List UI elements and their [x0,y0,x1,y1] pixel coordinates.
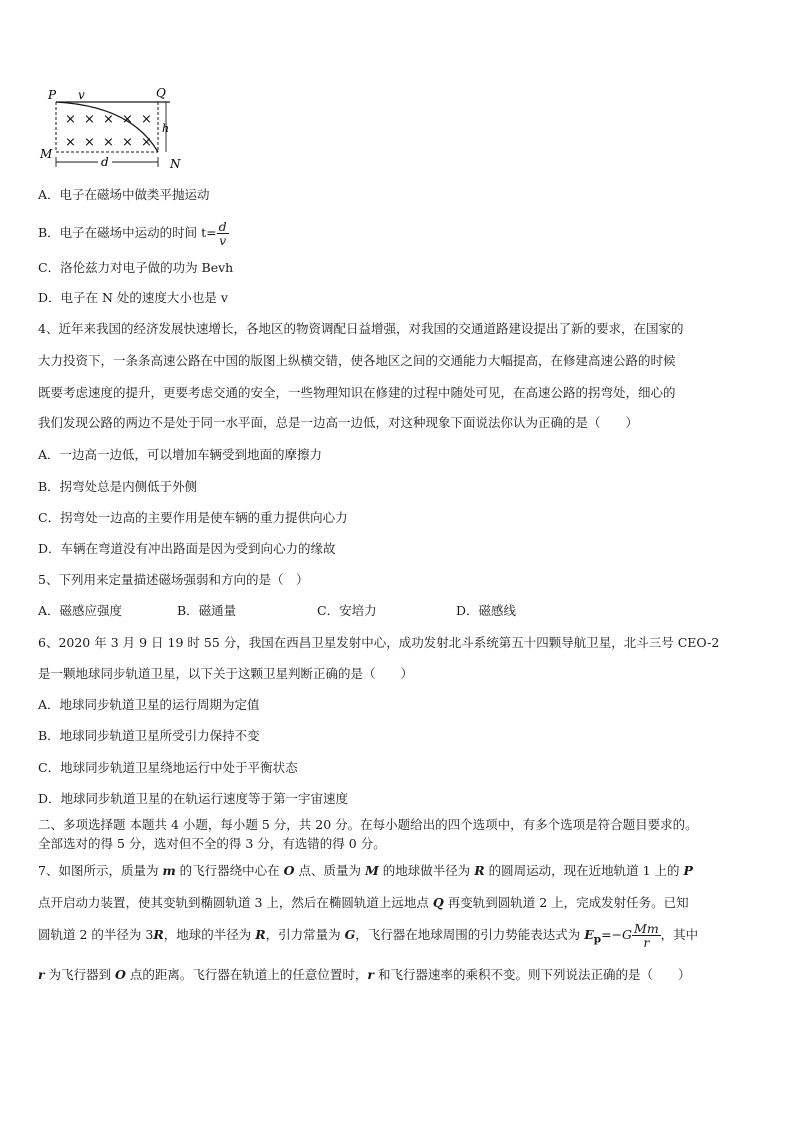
potential-energy-fraction [632,922,661,949]
q7-var-R: R [474,863,485,878]
q7-stem-line3 [38,918,698,957]
q7-var-P: P [683,863,693,878]
q4-stem-line: 大力投资下，一条条高速公路在中国的版图上纵横交错，使各地区之间的交通能力大幅提高，在修建高速公路的时候 [38,353,676,368]
q3-option-b [38,216,229,250]
q7-stem-line1 [38,862,693,880]
magnetic-field-diagram [36,82,186,174]
q7-text: ，引力常量为 [265,927,345,942]
q7-var-o: O [115,967,126,982]
q7-subscript-p: p [593,933,602,946]
fraction-denominator: v [219,233,227,248]
q7-var-G: G [622,927,633,942]
q7-var-r: r [367,967,375,982]
q7-text: 点开启动力装置，使其变轨到椭圆轨道 3 上，然后在椭圆轨道上远地点 [38,895,433,910]
q7-var-o: O [283,863,295,878]
q7-text: 和飞行器速率的乘积不变。则下列说法正确的是（ ） [374,967,691,982]
q3-option-a: A．电子在磁场中做类平抛运动 [38,187,210,202]
label-h: h [162,122,170,135]
q7-var-M: M [364,863,379,878]
fraction-numerator: Mm [634,921,659,936]
q7-text: 7、如图所示，质量为 [38,863,163,878]
q5-option-b: B．磁通量 [177,603,237,618]
q4-stem-line: 既要考虑速度的提升，更要考虑交通的安全，一些物理知识在修建的过程中随处可见，在高速公路的拐弯处，细心的 [38,385,676,400]
label-n: N [170,157,181,171]
q7-var-R: R [153,927,164,942]
label-p: P [48,88,57,102]
time-fraction [217,220,229,247]
q6-option-d: D．地球同步轨道卫星的在轨运行速度等于第一宇宙速度 [38,791,349,806]
q7-text: 的圆周运动，现在近地轨道 1 上的 [484,863,684,878]
q4-stem-line: 4、近年来我国的经济发展快速增长，各地区的物资调配日益增强，对我国的交通道路建设提出了新的要求，在国家的 [38,321,684,336]
q4-option-a: A．一边高一边低，可以增加车辆受到地面的摩擦力 [38,447,323,462]
q4-stem-line: 我们发现公路的两边不是处于同一水平面，总是一边高一边低，对这种现象下面说法你认为正确的是（ ） [38,415,639,430]
q7-text: ，其中 [660,927,699,942]
q7-var-Ep: E [584,927,594,942]
field-cross: × [65,135,76,150]
q3-option-c: C．洛伦兹力对电子做的功为 Bevh [38,260,234,275]
field-cross: × [84,135,95,150]
field-cross: × [103,112,114,127]
q7-text: 圆轨道 2 的半径为 3 [38,927,154,942]
q6-option-b: B．地球同步轨道卫星所受引力保持不变 [38,728,260,743]
q7-text: 点的距离。飞行器在轨道上的任意位置时， [125,967,368,982]
q7-text: 点、质量为 [294,863,365,878]
q4-option-d: D．车辆在弯道没有冲出路面是因为受到向心力的缘故 [38,541,336,556]
section2-line2: 全部选对的得 5 分，选对但不全的得 3 分，有选错的得 0 分。 [38,836,386,851]
q5-option-a: A．磁感应强度 [38,603,123,618]
q4-option-b: B．拐弯处总是内侧低于外侧 [38,479,198,494]
q3-option-b-text: B．电子在磁场中运动的时间 t= [38,225,217,240]
q7-stem-line4 [38,966,691,984]
q3-option-d: D．电子在 N 处的速度大小也是 v [38,290,228,305]
field-cross: × [103,135,114,150]
field-cross: × [122,135,133,150]
section2-line1: 二、多项选择题 本题共 4 小题，每小题 5 分，共 20 分。在每小题给出的四个选项中，有多个选项是符合题目要求的。 [38,817,698,832]
field-cross: × [122,112,133,127]
fraction-denominator: r [643,935,650,950]
q7-equals: =− [601,927,623,942]
label-m: M [40,147,53,161]
field-cross: × [141,112,152,127]
q5-options [38,602,516,620]
q7-stem-line2 [38,894,689,912]
q6-stem-line: 6、2020 年 3 月 9 日 19 时 55 分，我国在西昌卫星发射中心，成功发射北斗系统第五十四颗导航卫星，北斗三号 CEO-2 [38,635,720,650]
field-cross: × [141,135,152,150]
field-cross: × [84,112,95,127]
q7-var-Q: Q [432,895,444,910]
fraction-numerator: d [218,219,227,234]
q7-text: 再变轨到圆轨道 2 上，完成发射任务。已知 [443,895,689,910]
q6-option-a: A．地球同步轨道卫星的运行周期为定值 [38,697,260,712]
q7-text: 为飞行器到 [44,967,116,982]
q5-stem: 5、下列用来定量描述磁场强弱和方向的是（ ） [38,572,309,587]
label-d: d [101,155,109,169]
q6-option-c: C．地球同步轨道卫星绕地运行中处于平衡状态 [38,760,298,775]
q7-text: ，飞行器在地球周围的引力势能表达式为 [355,927,585,942]
q7-text: 的飞行器绕中心在 [175,863,284,878]
label-v: v [78,88,85,102]
field-cross: × [65,112,76,127]
q6-stem-line: 是一颗地球同步轨道卫星，以下关于这颗卫星判断正确的是（ ） [38,666,414,681]
q7-text: 的地球做半径为 [378,863,475,878]
q7-text: ，地球的半径为 [163,927,256,942]
q7-var-m: m [162,863,176,878]
label-q: Q [156,86,166,100]
q7-var-R: R [255,927,266,942]
q5-option-d: D．磁感线 [456,603,517,618]
q7-var-G: G [344,927,356,942]
q4-option-c: C．拐弯处一边高的主要作用是使车辆的重力提供向心力 [38,510,348,525]
q5-option-c: C．安培力 [317,603,377,618]
q7-var-r: r [38,967,45,982]
